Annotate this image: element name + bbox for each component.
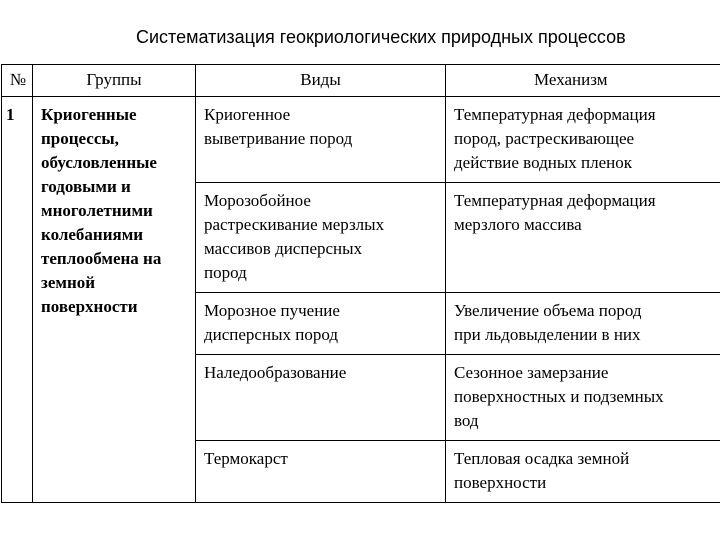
mechanism-cell: Тепловая осадка земной поверхности — [446, 441, 720, 503]
type-cell: Наледообразование — [196, 355, 446, 441]
header-mechanism: Механизм — [446, 65, 720, 97]
mechanism-cell: Сезонное замерзание поверхностных и подземных вод — [446, 355, 720, 441]
mechanism-cell: Температурная деформация пород, растрескивающее действие водных пленок — [446, 97, 720, 183]
header-groups: Группы — [33, 65, 196, 97]
page-title: Систематизация геокриологических природных процессов — [136, 27, 626, 47]
row-number: 1 — [2, 97, 33, 503]
table-header-row — [2, 65, 720, 97]
type-cell: Криогенное выветривание пород — [196, 97, 446, 183]
group-cell: Криогенные процессы, обусловленные годовыми и многолетними колебаниями теплообмена на земной поверхности — [33, 97, 196, 503]
mechanism-cell: Температурная деформация мерзлого массива — [446, 183, 720, 293]
mechanism-cell: Увеличение объема пород при льдовыделении в них — [446, 293, 720, 355]
type-cell: Морозобойное растрескивание мерзлых массивов дисперсных пород — [196, 183, 446, 293]
type-cell: Морозное пучение дисперсных пород — [196, 293, 446, 355]
header-types: Виды — [196, 65, 446, 97]
header-num: № — [2, 65, 33, 97]
table-row — [2, 97, 720, 183]
type-cell: Термокарст — [196, 441, 446, 503]
processes-table — [1, 64, 720, 503]
